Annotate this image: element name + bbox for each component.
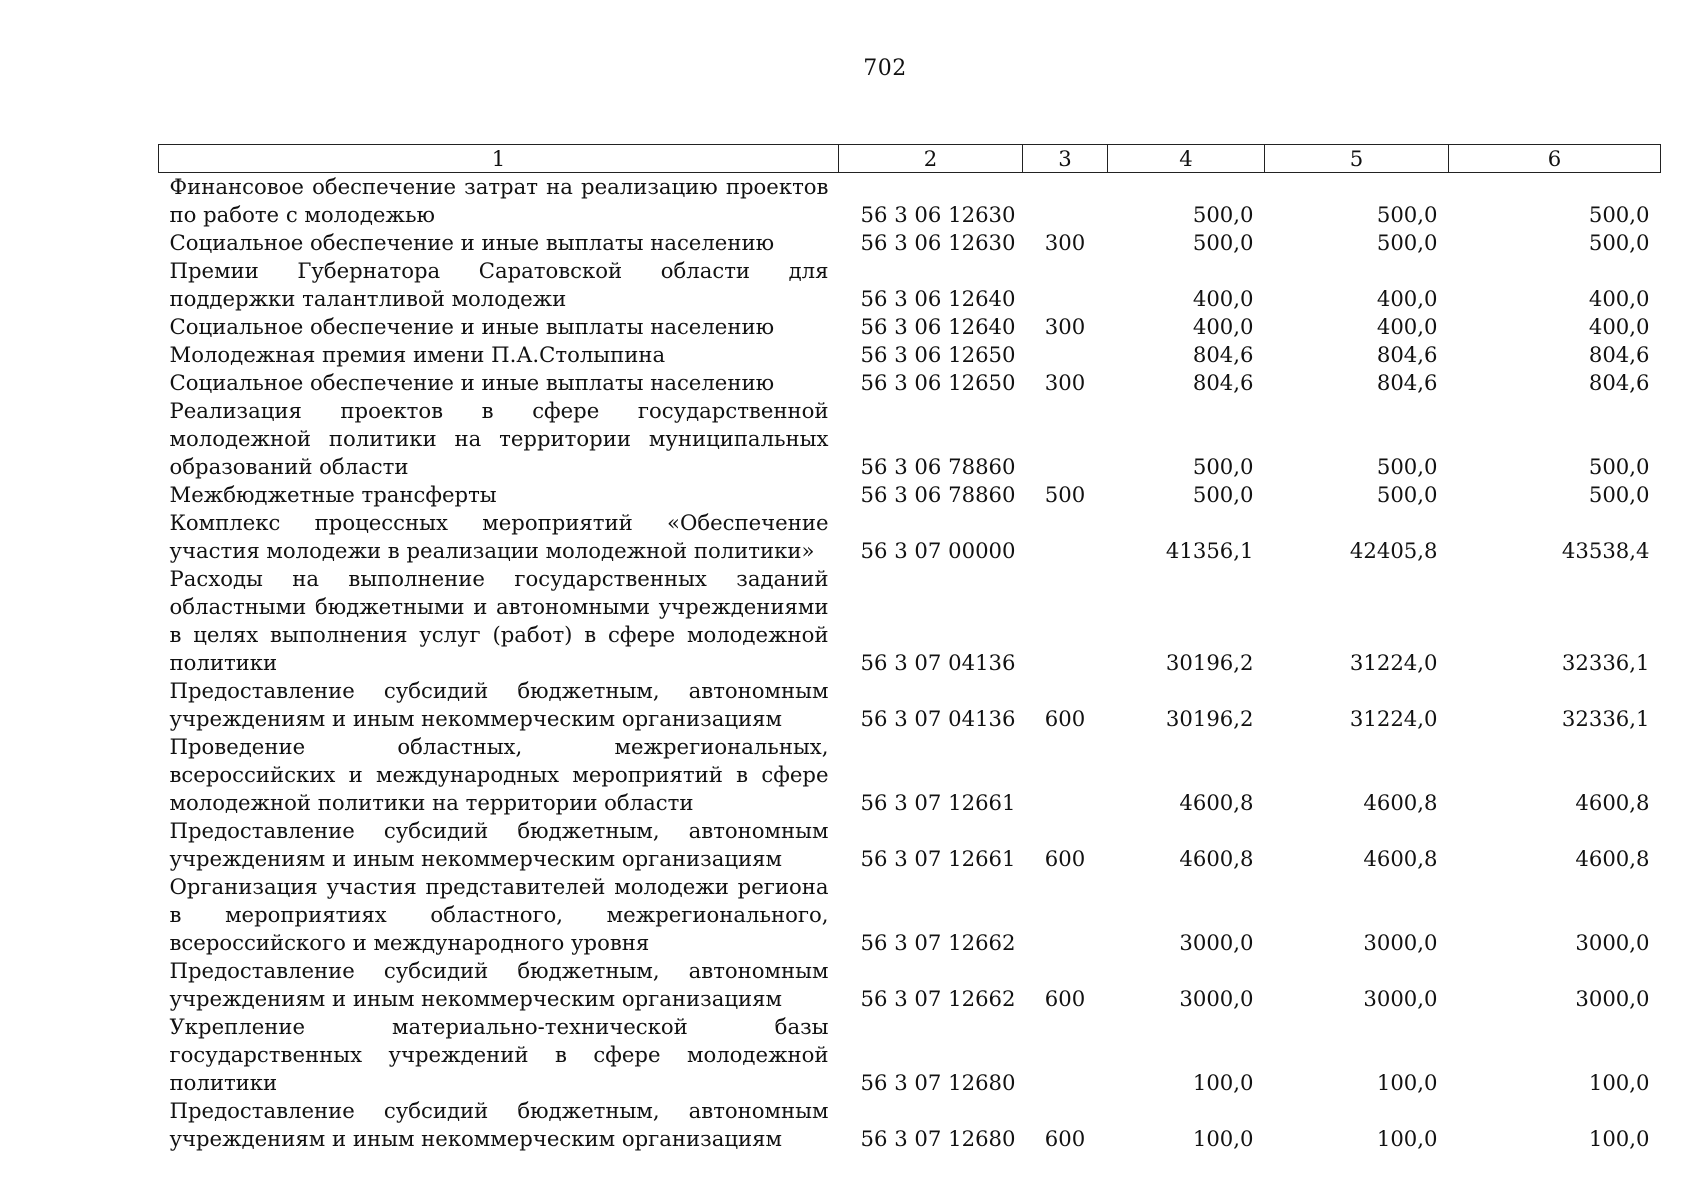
column-header-4: 4	[1108, 145, 1265, 173]
row-amount-col5: 4600,8	[1363, 846, 1438, 871]
row-expense-type	[1023, 565, 1108, 677]
table-row	[159, 313, 1661, 341]
row-amount-col4: 804,6	[1192, 370, 1254, 395]
row-amount-col6: 43538,4	[1561, 538, 1650, 563]
row-expense-type	[1023, 1013, 1108, 1097]
row-amount-col4: 30196,2	[1165, 706, 1254, 731]
row-amount-col5: 31224,0	[1349, 650, 1438, 675]
row-description: Реализация проектов в сфере государственной молодежной политики на территории муниципальных образований области	[169, 398, 829, 479]
row-amount-col5: 400,0	[1376, 286, 1438, 311]
row-amount-col4: 3000,0	[1179, 930, 1254, 955]
row-amount-col5: 100,0	[1376, 1126, 1438, 1151]
row-amount-col5: 3000,0	[1363, 986, 1438, 1011]
table-row	[159, 873, 1661, 957]
row-amount-col5: 804,6	[1376, 370, 1438, 395]
table-body	[159, 173, 1661, 1154]
row-description: Предоставление субсидий бюджетным, автономным учреждениям и иным некоммерческим организациям	[169, 1098, 829, 1151]
row-expense-type	[1023, 173, 1108, 230]
table-row	[159, 565, 1661, 677]
row-expense-type	[1023, 341, 1108, 369]
row-code: 56 3 07 04136	[860, 706, 1016, 731]
table-row	[159, 229, 1661, 257]
row-amount-col5: 400,0	[1376, 314, 1438, 339]
row-description: Социальное обеспечение и иные выплаты населению	[169, 370, 775, 395]
row-amount-col6: 3000,0	[1575, 986, 1650, 1011]
row-description: Молодежная премия имени П.А.Столыпина	[169, 342, 666, 367]
row-code: 56 3 07 12680	[860, 1126, 1016, 1151]
row-description: Предоставление субсидий бюджетным, автономным учреждениям и иным некоммерческим организациям	[169, 958, 829, 1011]
table-row	[159, 257, 1661, 313]
row-code: 56 3 06 12630	[860, 230, 1016, 255]
table-row	[159, 957, 1661, 1013]
row-expense-type: 300	[1044, 370, 1086, 395]
row-code: 56 3 06 78860	[860, 482, 1016, 507]
row-amount-col4: 30196,2	[1165, 650, 1254, 675]
table-row	[159, 341, 1661, 369]
row-amount-col4: 100,0	[1192, 1126, 1254, 1151]
row-code: 56 3 06 12640	[860, 314, 1016, 339]
row-description: Комплекс процессных мероприятий «Обеспечение участия молодежи в реализации молодежной политики»	[169, 510, 829, 563]
row-code: 56 3 07 12662	[860, 930, 1016, 955]
row-amount-col4: 100,0	[1192, 1070, 1254, 1095]
row-amount-col4: 3000,0	[1179, 986, 1254, 1011]
row-amount-col4: 4600,8	[1179, 790, 1254, 815]
table-row	[159, 481, 1661, 509]
row-amount-col4: 500,0	[1192, 482, 1254, 507]
row-amount-col6: 500,0	[1588, 454, 1650, 479]
row-description: Межбюджетные трансферты	[169, 482, 497, 507]
row-amount-col4: 400,0	[1192, 314, 1254, 339]
row-amount-col5: 3000,0	[1363, 930, 1438, 955]
row-amount-col5: 100,0	[1376, 1070, 1438, 1095]
table-row	[159, 733, 1661, 817]
row-expense-type: 300	[1044, 314, 1086, 339]
row-amount-col5: 42405,8	[1349, 538, 1438, 563]
row-description: Социальное обеспечение и иные выплаты населению	[169, 230, 775, 255]
row-amount-col4: 4600,8	[1179, 846, 1254, 871]
header-row	[159, 145, 1661, 173]
row-amount-col6: 32336,1	[1561, 706, 1650, 731]
row-amount-col5: 500,0	[1376, 482, 1438, 507]
row-amount-col5: 500,0	[1376, 230, 1438, 255]
column-header-6: 6	[1449, 145, 1661, 173]
row-expense-type	[1023, 509, 1108, 565]
row-code: 56 3 06 12650	[860, 370, 1016, 395]
row-amount-col6: 804,6	[1588, 370, 1650, 395]
row-amount-col6: 3000,0	[1575, 930, 1650, 955]
column-header-5: 5	[1265, 145, 1449, 173]
row-amount-col5: 500,0	[1376, 202, 1438, 227]
table-row	[159, 397, 1661, 481]
row-description: Предоставление субсидий бюджетным, автономным учреждениям и иным некоммерческим организациям	[169, 678, 829, 731]
row-amount-col4: 500,0	[1192, 230, 1254, 255]
row-description: Премии Губернатора Саратовской области для поддержки талантливой молодежи	[169, 258, 829, 311]
row-expense-type: 600	[1044, 986, 1086, 1011]
row-code: 56 3 07 00000	[860, 538, 1016, 563]
row-amount-col6: 500,0	[1588, 230, 1650, 255]
budget-table	[158, 144, 1661, 1153]
row-amount-col6: 4600,8	[1575, 790, 1650, 815]
row-amount-col4: 41356,1	[1165, 538, 1254, 563]
table-row	[159, 1097, 1661, 1153]
row-code: 56 3 07 12661	[860, 846, 1016, 871]
row-amount-col6: 500,0	[1588, 482, 1650, 507]
row-description: Финансовое обеспечение затрат на реализацию проектов по работе с молодежью	[169, 174, 829, 227]
row-code: 56 3 07 04136	[860, 650, 1016, 675]
row-amount-col6: 400,0	[1588, 286, 1650, 311]
row-code: 56 3 07 12661	[860, 790, 1016, 815]
row-description: Организация участия представителей молодежи региона в мероприятиях областного, межрегионального, всероссийского и международного уровня	[169, 874, 829, 955]
row-amount-col6: 400,0	[1588, 314, 1650, 339]
row-amount-col6: 100,0	[1588, 1070, 1650, 1095]
row-code: 56 3 07 12662	[860, 986, 1016, 1011]
row-expense-type: 600	[1044, 706, 1086, 731]
table-row	[159, 173, 1661, 230]
row-code: 56 3 07 12680	[860, 1070, 1016, 1095]
row-expense-type: 500	[1044, 482, 1086, 507]
row-amount-col5: 804,6	[1376, 342, 1438, 367]
table-row	[159, 817, 1661, 873]
row-code: 56 3 06 12640	[860, 286, 1016, 311]
row-amount-col5: 4600,8	[1363, 790, 1438, 815]
page-number: 702	[863, 56, 907, 81]
row-amount-col4: 804,6	[1192, 342, 1254, 367]
row-description: Укрепление материально-технической базы государственных учреждений в сфере молодежной политики	[169, 1014, 829, 1095]
row-expense-type: 600	[1044, 1126, 1086, 1151]
row-description: Предоставление субсидий бюджетным, автономным учреждениям и иным некоммерческим организациям	[169, 818, 829, 871]
row-expense-type: 600	[1044, 846, 1086, 871]
row-amount-col6: 500,0	[1588, 202, 1650, 227]
column-header-3: 3	[1023, 145, 1108, 173]
row-amount-col6: 32336,1	[1561, 650, 1650, 675]
row-amount-col6: 4600,8	[1575, 846, 1650, 871]
row-code: 56 3 06 78860	[860, 454, 1016, 479]
row-amount-col5: 31224,0	[1349, 706, 1438, 731]
row-amount-col5: 500,0	[1376, 454, 1438, 479]
row-code: 56 3 06 12630	[860, 202, 1016, 227]
row-description: Проведение областных, межрегиональных, всероссийских и международных мероприятий в сфере молодежной политики на территории области	[169, 734, 829, 815]
row-expense-type	[1023, 873, 1108, 957]
row-expense-type: 300	[1044, 230, 1086, 255]
row-amount-col4: 500,0	[1192, 454, 1254, 479]
column-header-1: 1	[159, 145, 839, 173]
row-expense-type	[1023, 733, 1108, 817]
row-amount-col4: 500,0	[1192, 202, 1254, 227]
table-row	[159, 509, 1661, 565]
row-expense-type	[1023, 397, 1108, 481]
row-amount-col6: 100,0	[1588, 1126, 1650, 1151]
row-code: 56 3 06 12650	[860, 342, 1016, 367]
row-amount-col6: 804,6	[1588, 342, 1650, 367]
row-expense-type	[1023, 257, 1108, 313]
table-row	[159, 369, 1661, 397]
column-header-2: 2	[839, 145, 1023, 173]
row-description: Социальное обеспечение и иные выплаты населению	[169, 314, 775, 339]
row-amount-col4: 400,0	[1192, 286, 1254, 311]
table-row	[159, 677, 1661, 733]
row-description: Расходы на выполнение государственных заданий областными бюджетными и автономными учреждениями в целях выполнения услуг (работ) в сфере молодежной политики	[169, 566, 829, 675]
table-row	[159, 1013, 1661, 1097]
